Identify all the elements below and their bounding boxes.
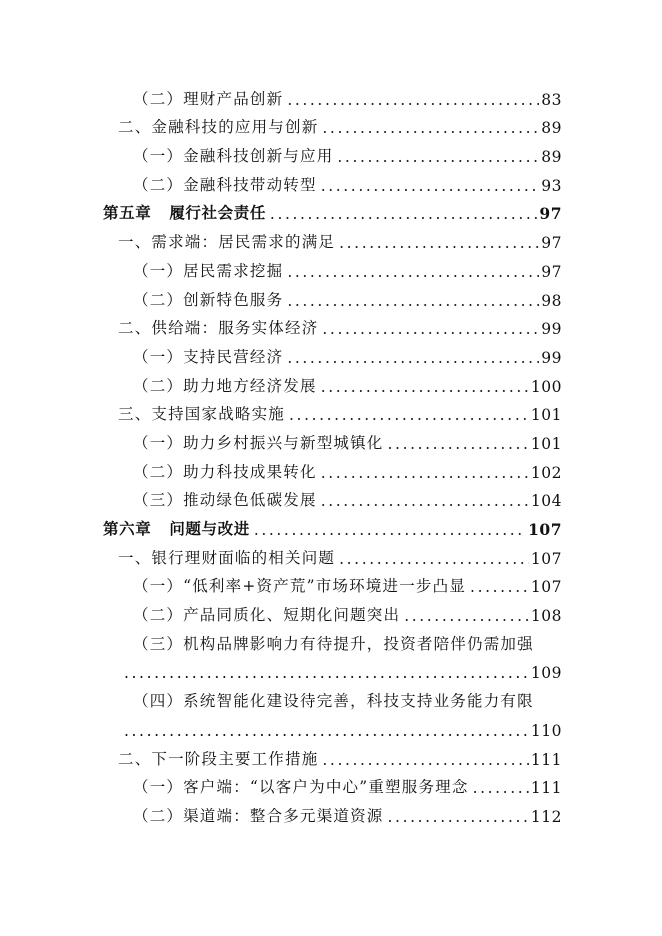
toc-entry-label: 一、银行理财面临的相关问题: [118, 548, 336, 567]
toc-page-number: 98: [541, 291, 562, 310]
toc-entry-label: （一）客户端：“以客户为中心”重塑服务理念: [133, 778, 469, 797]
toc-page-number: 109: [530, 664, 562, 683]
toc-entry[interactable]: [0, 113, 662, 142]
toc-leader-dots: [289, 406, 529, 428]
chapter-number: 第六章: [103, 520, 152, 538]
toc-entry-label: （二）理财产品创新: [133, 89, 284, 108]
toc-page-number: 83: [541, 90, 562, 109]
toc-leader-dots: [388, 435, 529, 457]
toc-leader-dots: [322, 751, 529, 773]
table-of-contents: [0, 84, 662, 830]
toc-entry-label: （二）渠道端：整合多元渠道资源: [133, 806, 384, 825]
toc-entry-label: （一）居民需求挖掘: [133, 261, 284, 280]
toc-leader-dots: [287, 349, 539, 371]
toc-entry-label: （二）产品同质化、短期化问题突出: [133, 606, 401, 625]
toc-entry[interactable]: [0, 744, 662, 773]
toc-entry-label: 二、下一阶段主要工作措施: [118, 749, 319, 768]
toc-leader-dots: [337, 148, 539, 170]
toc-leader-dots: [287, 263, 539, 285]
toc-entry-label: 三、支持国家战略实施: [118, 405, 286, 424]
toc-entry-label: （一）金融科技创新与应用: [133, 147, 334, 166]
toc-entry[interactable]: [0, 801, 662, 830]
toc-page-number: 97: [539, 204, 562, 224]
toc-entry[interactable]: [0, 227, 662, 256]
toc-entry-label: （三）机构品牌影响力有待提升，投资者陪伴仍需加强: [133, 634, 534, 653]
toc-entry-label: （二）创新特色服务: [133, 290, 284, 309]
toc-entry[interactable]: [0, 773, 662, 802]
toc-entry[interactable]: [0, 84, 662, 113]
toc-page-number: 107: [530, 578, 562, 597]
toc-page-number: 101: [530, 434, 562, 453]
toc-entry-continuation: [0, 715, 662, 744]
toc-entry[interactable]: [0, 400, 662, 429]
toc-entry-wrapped[interactable]: [0, 629, 662, 658]
toc-entry-label: （一）“低利率+资产荒”市场环境进一步凸显: [133, 577, 467, 596]
toc-leader-dots: [339, 234, 539, 256]
toc-leader-dots: [322, 320, 539, 342]
toc-page-number: 89: [541, 119, 562, 138]
toc-page-number: 111: [530, 779, 562, 798]
toc-entry[interactable]: [0, 457, 662, 486]
chapter-title: 履行社会责任: [169, 204, 266, 223]
toc-leader-dots: [287, 91, 539, 113]
toc-chapter-entry[interactable]: [0, 199, 662, 228]
toc-leader-dots: [321, 378, 529, 400]
toc-leader-dots: [124, 722, 529, 744]
toc-page-number: 108: [530, 607, 562, 626]
toc-page-number: 97: [541, 262, 562, 281]
toc-page-number: 97: [541, 234, 562, 253]
toc-page-number: 99: [541, 348, 562, 367]
toc-entry-label: （一）助力乡村振兴与新型城镇化: [133, 433, 384, 452]
toc-chapter-entry[interactable]: [0, 514, 662, 543]
toc-entry[interactable]: [0, 371, 662, 400]
toc-leader-dots: [388, 808, 529, 830]
toc-entry[interactable]: [0, 543, 662, 572]
toc-entry-label: 一、需求端：居民需求的满足: [118, 233, 336, 252]
toc-entry-label: 二、金融科技的应用与创新: [118, 118, 319, 137]
toc-entry-label: （一）支持民营经济: [133, 347, 284, 366]
toc-entry-label: （二）助力科技成果转化: [133, 462, 317, 481]
toc-entry[interactable]: [0, 600, 662, 629]
toc-leader-dots: [339, 550, 529, 572]
toc-leader-dots: [473, 779, 529, 801]
toc-entry[interactable]: [0, 486, 662, 515]
toc-page-number: 89: [541, 148, 562, 167]
toc-page-number: 99: [541, 320, 562, 339]
toc-leader-dots: [322, 119, 539, 141]
toc-entry[interactable]: [0, 141, 662, 170]
toc-entry-label: （二）助力地方经济发展: [133, 376, 317, 395]
toc-page-number: 111: [530, 750, 562, 769]
toc-entry[interactable]: [0, 285, 662, 314]
toc-chapter-label: [103, 517, 250, 543]
toc-leader-dots: [404, 607, 529, 629]
toc-page-number: 104: [530, 492, 562, 511]
toc-page-number: 110: [530, 721, 562, 740]
toc-entry-label: 二、供给端：服务实体经济: [118, 319, 319, 338]
toc-page-number: 112: [530, 807, 562, 826]
toc-page-number: 102: [530, 463, 562, 482]
toc-leader-dots: [270, 205, 538, 227]
chapter-number: 第五章: [103, 204, 152, 223]
toc-leader-dots: [287, 292, 539, 314]
toc-entry-label: （二）金融科技带动转型: [133, 175, 317, 194]
chapter-title: 问题与改进: [169, 520, 250, 538]
toc-entry-label: （四）系统智能化建设待完善，科技支持业务能力有限: [133, 692, 534, 711]
toc-page-number: 107: [528, 520, 562, 539]
toc-entry[interactable]: [0, 170, 662, 199]
toc-page-number: 93: [541, 176, 562, 195]
toc-leader-dots: [321, 492, 529, 514]
toc-page-number: 101: [530, 406, 562, 425]
toc-leader-dots: [254, 521, 526, 543]
toc-page-number: 100: [530, 377, 562, 396]
toc-leader-dots: [321, 177, 540, 199]
toc-entry[interactable]: [0, 256, 662, 285]
toc-entry[interactable]: [0, 342, 662, 371]
toc-leader-dots: [470, 578, 529, 600]
toc-leader-dots: [124, 664, 529, 686]
toc-entry[interactable]: [0, 572, 662, 601]
toc-chapter-label: [103, 201, 266, 227]
toc-entry[interactable]: [0, 314, 662, 343]
toc-entry-continuation: [0, 658, 662, 687]
toc-page-number: 107: [530, 549, 562, 568]
toc-entry-wrapped[interactable]: [0, 686, 662, 715]
toc-entry[interactable]: [0, 428, 662, 457]
toc-entry-label: （三）推动绿色低碳发展: [133, 491, 317, 510]
toc-leader-dots: [321, 464, 529, 486]
